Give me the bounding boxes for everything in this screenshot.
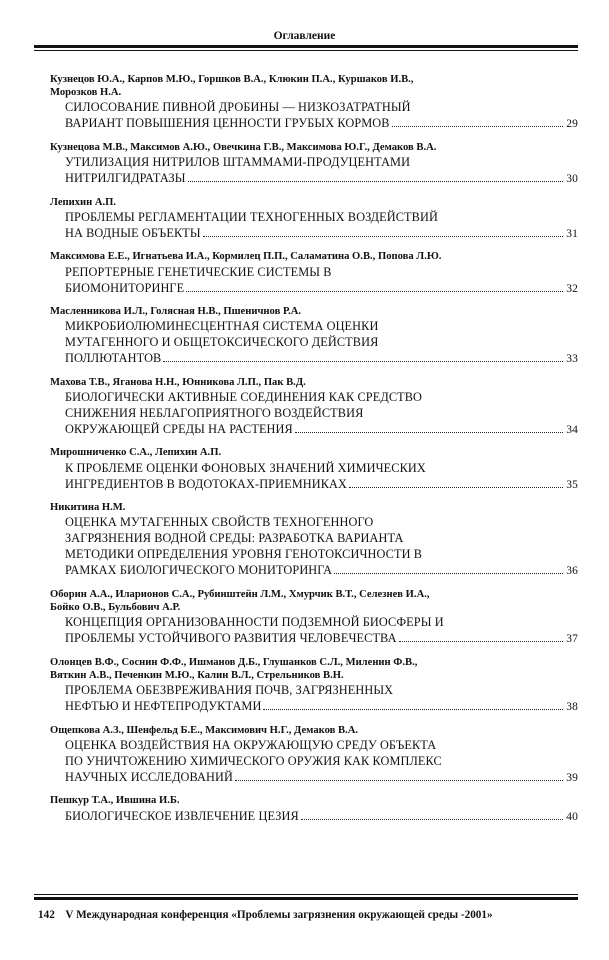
dot-leader xyxy=(235,780,563,781)
author-line: Морозков Н.А. xyxy=(50,87,122,99)
title-last-line xyxy=(65,225,578,242)
footer-conference-title: V Международная конференция «Проблемы загрязнения окружающей среды -2001» xyxy=(65,909,493,921)
entry-page-number: 38 xyxy=(566,701,578,714)
dot-leader xyxy=(392,126,564,127)
title-line: КОНЦЕПЦИЯ ОРГАНИЗОВАННОСТИ ПОДЗЕМНОЙ БИОСФЕРЫ И xyxy=(65,615,444,630)
author-line: Махова Т.В., Яганова Н.Н., Юнникова Л.П., Пак В.Д. xyxy=(50,376,306,388)
title-line: РЕПОРТЕРНЫЕ ГЕНЕТИЧЕСКИЕ СИСТЕМЫ В xyxy=(65,264,332,279)
title-last-line xyxy=(65,808,578,825)
entry-page-number: 32 xyxy=(566,282,578,295)
title-line: ИНГРЕДИЕНТОВ В ВОДОТОКАХ-ПРИЕМНИКАХ xyxy=(65,476,347,491)
title-last-line xyxy=(65,115,578,132)
title-line: ОЦЕНКА МУТАГЕННЫХ СВОЙСТВ ТЕХНОГЕННОГО xyxy=(65,515,374,530)
entry-title xyxy=(50,460,578,493)
author-line: Масленникова И.Л., Голясная Н.В., Пшеничнов Р.А. xyxy=(50,306,302,318)
dot-leader xyxy=(203,236,564,237)
toc-entry xyxy=(50,196,578,242)
dot-leader xyxy=(163,361,563,362)
dot-leader xyxy=(334,573,563,574)
dot-leader xyxy=(188,181,564,182)
author-line: Кузнецова М.В., Максимов А.Ю., Овечкина Г.В., Максимова Ю.Г., Демаков В.А. xyxy=(50,141,437,153)
author-line: Пешкур Т.А., Ившина И.Б. xyxy=(50,795,180,807)
author-line: Лепихин А.П. xyxy=(50,196,117,208)
title-line: ПО УНИЧТОЖЕНИЮ ХИМИЧЕСКОГО ОРУЖИЯ КАК КОМПЛЕКС xyxy=(65,753,442,768)
title-line: МИКРОБИОЛЮМИНЕСЦЕНТНАЯ СИСТЕМА ОЦЕНКИ xyxy=(65,319,379,334)
toc-entry xyxy=(50,250,578,296)
entry-authors xyxy=(50,656,578,682)
title-line: ПРОБЛЕМА ОБЕЗВРЕЖИВАНИЯ ПОЧВ, ЗАГРЯЗНЕННЫХ xyxy=(65,683,394,698)
entry-title xyxy=(50,209,578,242)
toc-entry xyxy=(50,141,578,187)
title-last-line xyxy=(65,350,578,367)
title-line: НЕФТЬЮ И НЕФТЕПРОДУКТАМИ xyxy=(65,699,262,714)
title-last-line xyxy=(65,421,578,438)
title-last-line xyxy=(65,280,578,297)
title-line: НАУЧНЫХ ИССЛЕДОВАНИЙ xyxy=(65,769,233,784)
header-rule-thin xyxy=(34,50,578,51)
toc-entry xyxy=(50,305,578,367)
entry-title xyxy=(50,318,578,367)
page-header-title: Оглавление xyxy=(273,30,336,42)
entry-page-number: 36 xyxy=(566,565,578,578)
entry-authors xyxy=(50,588,578,614)
toc-entry xyxy=(50,656,578,715)
footer-rule-thick xyxy=(34,897,578,900)
entry-authors xyxy=(50,250,578,263)
footer-rule-thin xyxy=(34,894,578,895)
toc-entry xyxy=(50,376,578,438)
entry-title xyxy=(50,514,578,579)
entry-authors xyxy=(50,196,578,209)
title-line: ОКРУЖАЮЩЕЙ СРЕДЫ НА РАСТЕНИЯ xyxy=(65,421,293,436)
title-line: НА ВОДНЫЕ ОБЪЕКТЫ xyxy=(65,225,201,240)
entry-title xyxy=(50,614,578,647)
entry-authors xyxy=(50,724,578,737)
entry-authors xyxy=(50,376,578,389)
title-line: МЕТОДИКИ ОПРЕДЕЛЕНИЯ УРОВНЯ ГЕНОТОКСИЧНОСТИ В xyxy=(65,547,423,562)
dot-leader xyxy=(301,819,564,820)
author-line: Оборин А.А., Иларионов С.А., Рубинштейн Л.М., Хмурчик В.Т., Селезнев И.А., xyxy=(50,588,430,600)
author-line: Мирошниченко С.А., Лепихин А.П. xyxy=(50,447,222,459)
title-line: НИТРИЛГИДРАТАЗЫ xyxy=(65,171,186,186)
toc-entry xyxy=(50,588,578,647)
entry-title xyxy=(50,264,578,297)
entry-authors xyxy=(50,501,578,514)
entry-authors xyxy=(50,73,578,99)
author-line: Кузнецов Ю.А., Карпов М.Ю., Горшков В.А., Клюкин П.А., Куршаков И.В., xyxy=(50,74,414,85)
title-line: УТИЛИЗАЦИЯ НИТРИЛОВ ШТАММАМИ-ПРОДУЦЕНТАМИ xyxy=(65,155,411,170)
entry-title xyxy=(50,389,578,438)
entry-authors xyxy=(50,446,578,459)
dot-leader xyxy=(186,291,563,292)
entry-page-number: 30 xyxy=(566,173,578,186)
title-line: СИЛОСОВАНИЕ ПИВНОЙ ДРОБИНЫ — НИЗКОЗАТРАТНЫЙ xyxy=(65,100,411,115)
dot-leader xyxy=(349,487,563,488)
title-line: СНИЖЕНИЯ НЕБЛАГОПРИЯТНОГО ВОЗДЕЙСТВИЯ xyxy=(65,405,364,420)
author-line: Максимова Е.Е., Игнатьева И.А., Кормилец П.П., Саламатина О.В., Попова Л.Ю. xyxy=(50,251,442,263)
title-line: ЗАГРЯЗНЕНИЯ ВОДНОЙ СРЕДЫ: РАЗРАБОТКА ВАРИАНТА xyxy=(65,531,404,546)
entry-title xyxy=(50,737,578,786)
entry-page-number: 40 xyxy=(566,810,578,823)
author-line: Бойко О.В., Бульбович А.Р. xyxy=(50,602,181,614)
entry-title xyxy=(50,682,578,715)
entry-title xyxy=(50,808,578,825)
entry-page-number: 31 xyxy=(566,227,578,240)
dot-leader xyxy=(263,709,563,710)
toc-entry xyxy=(50,446,578,492)
entry-page-number: 33 xyxy=(566,353,578,366)
title-line: БИОЛОГИЧЕСКИ АКТИВНЫЕ СОЕДИНЕНИЯ КАК СРЕДСТВО xyxy=(65,389,423,404)
title-line: БИОМОНИТОРИНГЕ xyxy=(65,280,185,295)
title-line: ОЦЕНКА ВОЗДЕЙСТВИЯ НА ОКРУЖАЮЩУЮ СРЕДУ ОБЪЕКТА xyxy=(65,737,437,752)
entry-page-number: 34 xyxy=(566,423,578,436)
toc-entry xyxy=(50,724,578,786)
toc-entry xyxy=(50,501,578,579)
entry-authors xyxy=(50,141,578,154)
title-line: К ПРОБЛЕМЕ ОЦЕНКИ ФОНОВЫХ ЗНАЧЕНИЙ ХИМИЧЕСКИХ xyxy=(65,460,426,475)
title-last-line xyxy=(65,476,578,493)
footer-page-number: 142 xyxy=(38,909,55,921)
entry-page-number: 35 xyxy=(566,478,578,491)
title-last-line xyxy=(65,769,578,786)
entry-title xyxy=(50,154,578,187)
entry-authors xyxy=(50,794,578,807)
title-line: МУТАГЕННОГО И ОБЩЕТОКСИЧЕСКОГО ДЕЙСТВИЯ xyxy=(65,335,379,350)
author-line: Ощепкова А.З., Шенфельд Б.Е., Максимович Н.Г., Демаков В.А. xyxy=(50,724,358,736)
entry-authors xyxy=(50,305,578,318)
header-rule-thick xyxy=(34,45,578,48)
toc-entry xyxy=(50,73,578,132)
author-line: Никитина Н.М. xyxy=(50,502,126,514)
entry-page-number: 29 xyxy=(566,118,578,131)
title-line: БИОЛОГИЧЕСКОЕ ИЗВЛЕЧЕНИЕ ЦЕЗИЯ xyxy=(65,808,299,823)
entry-title xyxy=(50,99,578,132)
dot-leader xyxy=(399,641,564,642)
title-line: РАМКАХ БИОЛОГИЧЕСКОГО МОНИТОРИНГА xyxy=(65,563,333,578)
title-last-line xyxy=(65,698,578,715)
dot-leader xyxy=(295,432,563,433)
title-line: ПРОБЛЕМЫ УСТОЙЧИВОГО РАЗВИТИЯ ЧЕЛОВЕЧЕСТВА xyxy=(65,631,397,646)
title-line: ПОЛЛЮТАНТОВ xyxy=(65,351,162,366)
toc-entry xyxy=(50,794,578,824)
title-last-line xyxy=(65,170,578,187)
title-line: ПРОБЛЕМЫ РЕГЛАМЕНТАЦИИ ТЕХНОГЕННЫХ ВОЗДЕЙСТВИЙ xyxy=(65,209,438,224)
author-line: Вяткин А.В., Печенкин М.Ю., Калин В.Л., Стрельников В.Н. xyxy=(50,669,344,681)
page-footer xyxy=(38,909,493,921)
title-last-line xyxy=(65,630,578,647)
author-line: Олонцев В.Ф., Соснин Ф.Ф., Ишманов Д.Б., Глушанков С.Л., Миленин Ф.В., xyxy=(50,656,418,668)
entry-page-number: 39 xyxy=(566,771,578,784)
title-line: ВАРИАНТ ПОВЫШЕНИЯ ЦЕННОСТИ ГРУБЫХ КОРМОВ xyxy=(65,116,390,131)
title-last-line xyxy=(65,562,578,579)
toc-entries xyxy=(50,73,578,833)
entry-page-number: 37 xyxy=(566,633,578,646)
